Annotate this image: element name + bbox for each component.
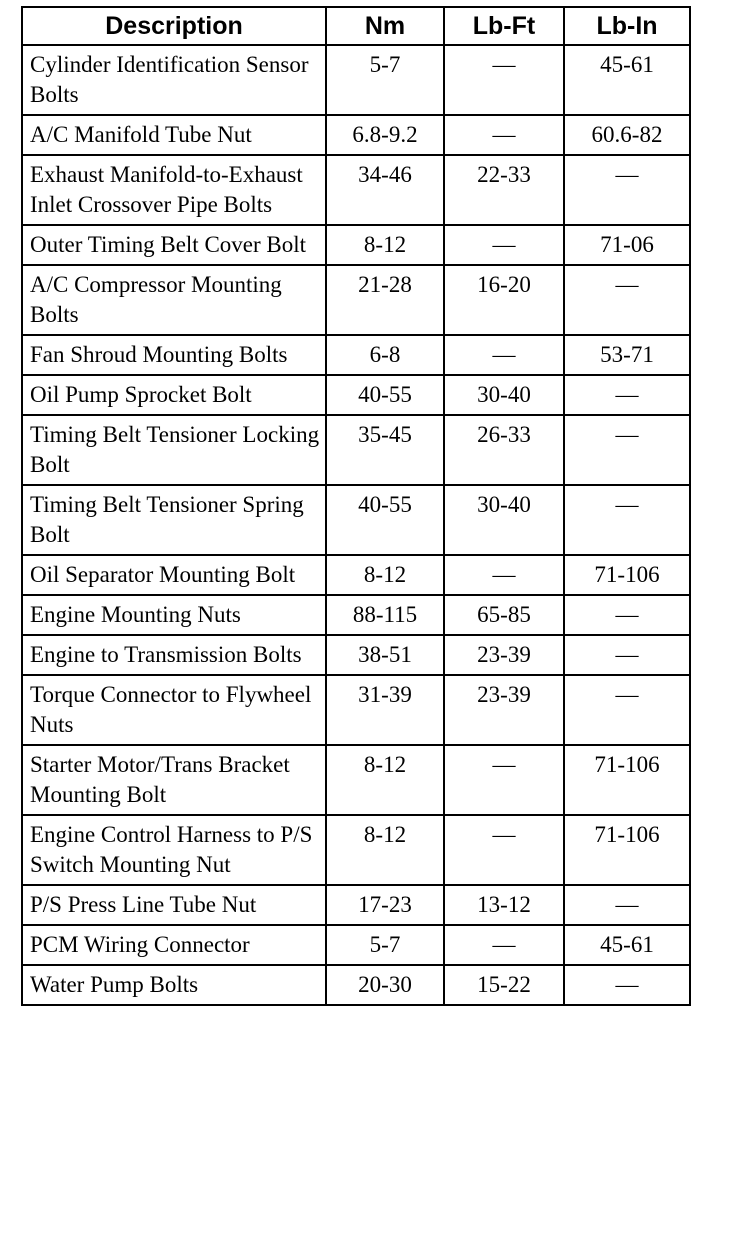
cell-nm: 5-7 (326, 925, 444, 965)
table-row (22, 265, 690, 335)
cell-lb-in: — (564, 155, 690, 225)
table-row (22, 815, 690, 885)
cell-description: Engine Control Harness to P/S Switch Mounting Nut (22, 815, 326, 885)
cell-description: Cylinder Identification Sensor Bolts (22, 45, 326, 115)
cell-lb-ft: 30-40 (444, 375, 564, 415)
table-row (22, 375, 690, 415)
table-row (22, 885, 690, 925)
table-row (22, 555, 690, 595)
cell-nm: 88-115 (326, 595, 444, 635)
cell-description: Oil Separator Mounting Bolt (22, 555, 326, 595)
cell-nm: 8-12 (326, 225, 444, 265)
cell-lb-in: — (564, 375, 690, 415)
cell-description: P/S Press Line Tube Nut (22, 885, 326, 925)
header-lb-ft: Lb-Ft (444, 7, 564, 45)
cell-lb-ft: 16-20 (444, 265, 564, 335)
cell-description: PCM Wiring Connector (22, 925, 326, 965)
cell-lb-in: — (564, 965, 690, 1005)
cell-lb-in: 45-61 (564, 45, 690, 115)
table-row (22, 485, 690, 555)
cell-lb-in: — (564, 485, 690, 555)
cell-lb-in: — (564, 675, 690, 745)
table-row (22, 925, 690, 965)
cell-description: Timing Belt Tensioner Locking Bolt (22, 415, 326, 485)
header-nm: Nm (326, 7, 444, 45)
table-row (22, 335, 690, 375)
cell-nm: 5-7 (326, 45, 444, 115)
cell-lb-ft: — (444, 225, 564, 265)
cell-lb-ft: 26-33 (444, 415, 564, 485)
table-row (22, 965, 690, 1005)
cell-lb-ft: — (444, 745, 564, 815)
cell-lb-in: — (564, 265, 690, 335)
cell-lb-ft: — (444, 815, 564, 885)
cell-lb-ft: 30-40 (444, 485, 564, 555)
header-lb-in: Lb-In (564, 7, 690, 45)
cell-description: Fan Shroud Mounting Bolts (22, 335, 326, 375)
table-row (22, 45, 690, 115)
cell-description: Starter Motor/Trans Bracket Mounting Bolt (22, 745, 326, 815)
cell-lb-ft: 65-85 (444, 595, 564, 635)
header-description: Description (22, 7, 326, 45)
cell-description: A/C Compressor Mounting Bolts (22, 265, 326, 335)
cell-nm: 38-51 (326, 635, 444, 675)
table-row (22, 675, 690, 745)
cell-lb-in: — (564, 595, 690, 635)
cell-description: Engine Mounting Nuts (22, 595, 326, 635)
cell-lb-in: 71-06 (564, 225, 690, 265)
cell-lb-in: 71-106 (564, 745, 690, 815)
torque-spec-table (21, 6, 691, 1006)
cell-description: A/C Manifold Tube Nut (22, 115, 326, 155)
cell-lb-in: 60.6-82 (564, 115, 690, 155)
cell-lb-in: — (564, 885, 690, 925)
cell-description: Torque Connector to Flywheel Nuts (22, 675, 326, 745)
cell-lb-ft: — (444, 925, 564, 965)
cell-nm: 31-39 (326, 675, 444, 745)
table-row (22, 155, 690, 225)
table-row (22, 415, 690, 485)
cell-description: Water Pump Bolts (22, 965, 326, 1005)
cell-lb-ft: — (444, 115, 564, 155)
cell-lb-ft: 13-12 (444, 885, 564, 925)
table-row (22, 745, 690, 815)
cell-nm: 6-8 (326, 335, 444, 375)
cell-lb-in: 71-106 (564, 815, 690, 885)
cell-description: Engine to Transmission Bolts (22, 635, 326, 675)
cell-lb-ft: 23-39 (444, 675, 564, 745)
cell-nm: 8-12 (326, 745, 444, 815)
cell-nm: 8-12 (326, 555, 444, 595)
cell-lb-in: 45-61 (564, 925, 690, 965)
table-row (22, 115, 690, 155)
cell-nm: 20-30 (326, 965, 444, 1005)
cell-nm: 8-12 (326, 815, 444, 885)
table-row (22, 635, 690, 675)
cell-lb-in: 53-71 (564, 335, 690, 375)
cell-nm: 40-55 (326, 485, 444, 555)
cell-lb-in: — (564, 635, 690, 675)
cell-nm: 6.8-9.2 (326, 115, 444, 155)
cell-lb-ft: 22-33 (444, 155, 564, 225)
cell-nm: 21-28 (326, 265, 444, 335)
cell-description: Outer Timing Belt Cover Bolt (22, 225, 326, 265)
cell-nm: 35-45 (326, 415, 444, 485)
cell-nm: 34-46 (326, 155, 444, 225)
cell-description: Oil Pump Sprocket Bolt (22, 375, 326, 415)
table-row (22, 225, 690, 265)
cell-lb-ft: 15-22 (444, 965, 564, 1005)
table-row (22, 595, 690, 635)
cell-lb-ft: 23-39 (444, 635, 564, 675)
cell-description: Exhaust Manifold-to-Exhaust Inlet Crossover Pipe Bolts (22, 155, 326, 225)
cell-nm: 40-55 (326, 375, 444, 415)
cell-lb-ft: — (444, 335, 564, 375)
cell-nm: 17-23 (326, 885, 444, 925)
cell-lb-in: 71-106 (564, 555, 690, 595)
cell-lb-ft: — (444, 555, 564, 595)
cell-description: Timing Belt Tensioner Spring Bolt (22, 485, 326, 555)
cell-lb-in: — (564, 415, 690, 485)
table-header-row (22, 7, 690, 45)
cell-lb-ft: — (444, 45, 564, 115)
